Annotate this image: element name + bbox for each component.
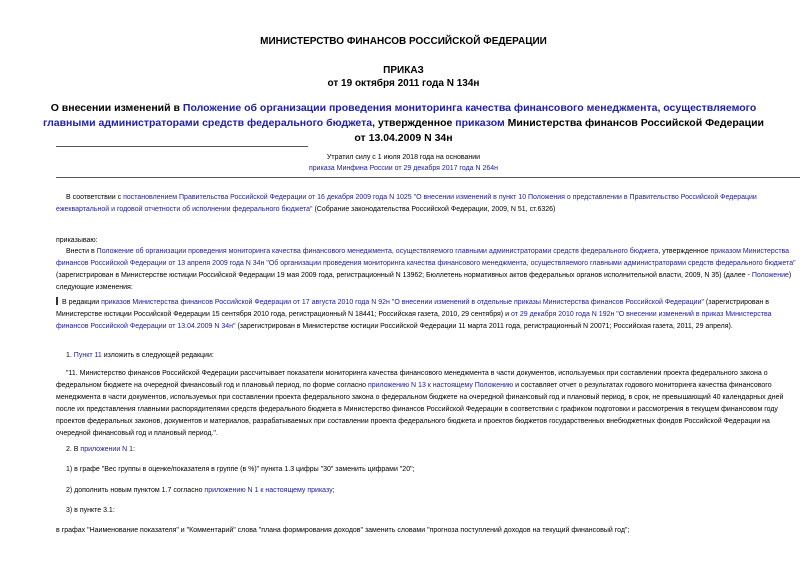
text: 2) дополнить новым пунктом 1.7 согласно xyxy=(66,487,205,494)
paragraph-item-1 xyxy=(66,350,796,362)
link-order-92n[interactable]: приказов Министерства финансов Российской Федерации от 17 августа 2010 года N 92н "О внесении изменений в отдельные приказы Министерства финансов Российской Федерации" xyxy=(101,299,704,306)
status-note-link-line xyxy=(0,165,807,172)
link-regulation[interactable]: Положение об организации проведения мониторинга качества финансового менеджмента, осуществляемого главными администраторами средств федерального бюджета xyxy=(96,248,659,255)
text: (далее - xyxy=(721,272,752,279)
paragraph-basis xyxy=(56,192,796,216)
text: (зарегистрирован в Министерстве юстиции Российской Федерации 19 мая 2009 года, регистрационный N 13962; Бюллетень нормативных актов федеральных органов исполнительной власти, 2009, N 35) xyxy=(56,272,722,279)
text: В редакции xyxy=(62,299,102,306)
text: В соответствии с xyxy=(66,194,124,201)
divider-short xyxy=(56,146,308,147)
text: : xyxy=(133,446,136,453)
text: ) следующие изменения: xyxy=(56,272,792,291)
title-text-1: О внесении изменений в xyxy=(50,102,183,114)
doc-type-heading: ПРИКАЗ xyxy=(383,65,424,76)
link-order-34n[interactable]: приказом Министерства финансов Российской Федерации от 13 апреля 2009 года N 34н "Об организации проведения мониторинга качества финансового менеджмента, осуществляемого главными администраторами средств федерального бюджета" xyxy=(56,248,796,267)
text: Внести в xyxy=(66,248,97,255)
link-decree-1025[interactable]: постановлением Правительства Российской Федерации от 16 декабря 2009 года N 1025 "О внесении изменений в пункт 10 Положения о представлении в Правительство Российской Федерации ежеквартальной и годовой отчетности об исполнении федерального бюджета" xyxy=(56,194,757,213)
text: изложить в следующей редакции: xyxy=(101,352,214,359)
paragraph-subitem-3: 3) в пункте 3.1: xyxy=(66,507,115,514)
title-text-3: Министерства финансов Российской Федерации от 13.04.2009 N 34н xyxy=(354,117,765,144)
paragraph-edition-note xyxy=(56,297,796,333)
paragraph-order-word: приказываю: xyxy=(56,237,98,244)
title-text-2: , утвержденное xyxy=(372,117,456,129)
text: (зарегистрирован в Министерстве юстиции Российской Федерации 15 сентября 2010 года, регистрационный N 18441; Российская газета, 2010, 29 сентября) и xyxy=(56,299,769,318)
link-appendix-13[interactable]: приложению N 13 к настоящему Положению xyxy=(367,382,514,389)
edition-marker-icon xyxy=(56,297,58,305)
status-link[interactable]: приказа Минфина России от 29 декабря 2017 года N 264н xyxy=(308,165,499,172)
link-appendix-1-order[interactable]: приложению N 1 к настоящему приказу xyxy=(204,487,333,494)
paragraph-item-11-text xyxy=(56,368,796,440)
link-item-11[interactable]: Пункт 11 xyxy=(73,352,102,359)
text: ; xyxy=(332,487,335,494)
paragraph-item-2 xyxy=(66,444,796,456)
paragraph-subitem-2 xyxy=(66,485,796,497)
title-link-order[interactable]: приказом xyxy=(455,117,505,129)
paragraph-amend xyxy=(56,246,796,294)
text: 2. В xyxy=(66,446,81,453)
link-regulation-short[interactable]: Положение xyxy=(751,272,789,279)
doc-date-number: от 19 октября 2011 года N 134н xyxy=(327,78,480,89)
paragraph-subitem-1: 1) в графе "Вес группы в оценке/показателя в группе (в %)" пункта 1.3 цифры "30" заменить цифрами "20"; xyxy=(66,466,415,473)
text: 1. xyxy=(66,352,74,359)
text: и составляет отчет о результатах годового мониторинга качества финансового менеджмента в части документов, используемых при составлении проекта федерального закона о федеральном бюджете на очередной финансовый год и плановый период, в срок, не превышающий 40 календарных дней после их представления главными распорядителями средств федерального бюджета в Министерство финансов Российской Федерации в соответствии с графиком подготовки и рассмотрения в текущем финансовом году проектов федеральных законов, документов и материалов, разрабатываемых при составлении проекта федерального бюджета и проектов бюджетов государственных внебюджетных фондов Российской Федерации на очередной финансовый год и плановый период.". xyxy=(56,382,784,437)
status-note: Утратил силу с 1 июля 2018 года на основании xyxy=(326,154,481,161)
ministry-heading: МИНИСТЕРСТВО ФИНАНСОВ РОССИЙСКОЙ ФЕДЕРАЦИИ xyxy=(260,36,547,47)
divider-long xyxy=(56,177,800,178)
text: "11. Министерство финансов Российской Федерации рассчитывает показатели мониторинга качества финансового менеджмента в части документов, используемых при составлении проекта федерального закона о федеральном бюджете на очередной финансовый год и плановый период, по форме согласно xyxy=(56,370,768,389)
text: (зарегистрирован в Министерстве юстиции Российской Федерации 11 марта 2011 года, регистрационный N 20071; Российская газета, 2011, 29 апреля). xyxy=(235,323,733,330)
link-order-192n[interactable]: от 29 декабря 2010 года N 192н "О внесении изменений в приказ Министерства финансов Российской Федерации от 13.04.2009 N 34н" xyxy=(56,311,772,330)
title-link-regulation[interactable]: Положение об организации проведения мониторинга качества финансового менеджмента, осуществляемого главными администраторами средств федерального бюджета xyxy=(42,102,757,129)
document-title xyxy=(40,101,767,146)
text: (Собрание законодательства Российской Федерации, 2009, N 51, ст.6326) xyxy=(312,206,556,213)
link-appendix-1[interactable]: приложении N 1 xyxy=(80,446,134,453)
text: , утвержденное xyxy=(658,248,711,255)
paragraph-columns-change: в графах "Наименование показателя" и "Комментарий" слова "плана формирования доходов" заменить словами "прогноза поступлений доходов на текущий финансовый год"; xyxy=(56,527,630,534)
